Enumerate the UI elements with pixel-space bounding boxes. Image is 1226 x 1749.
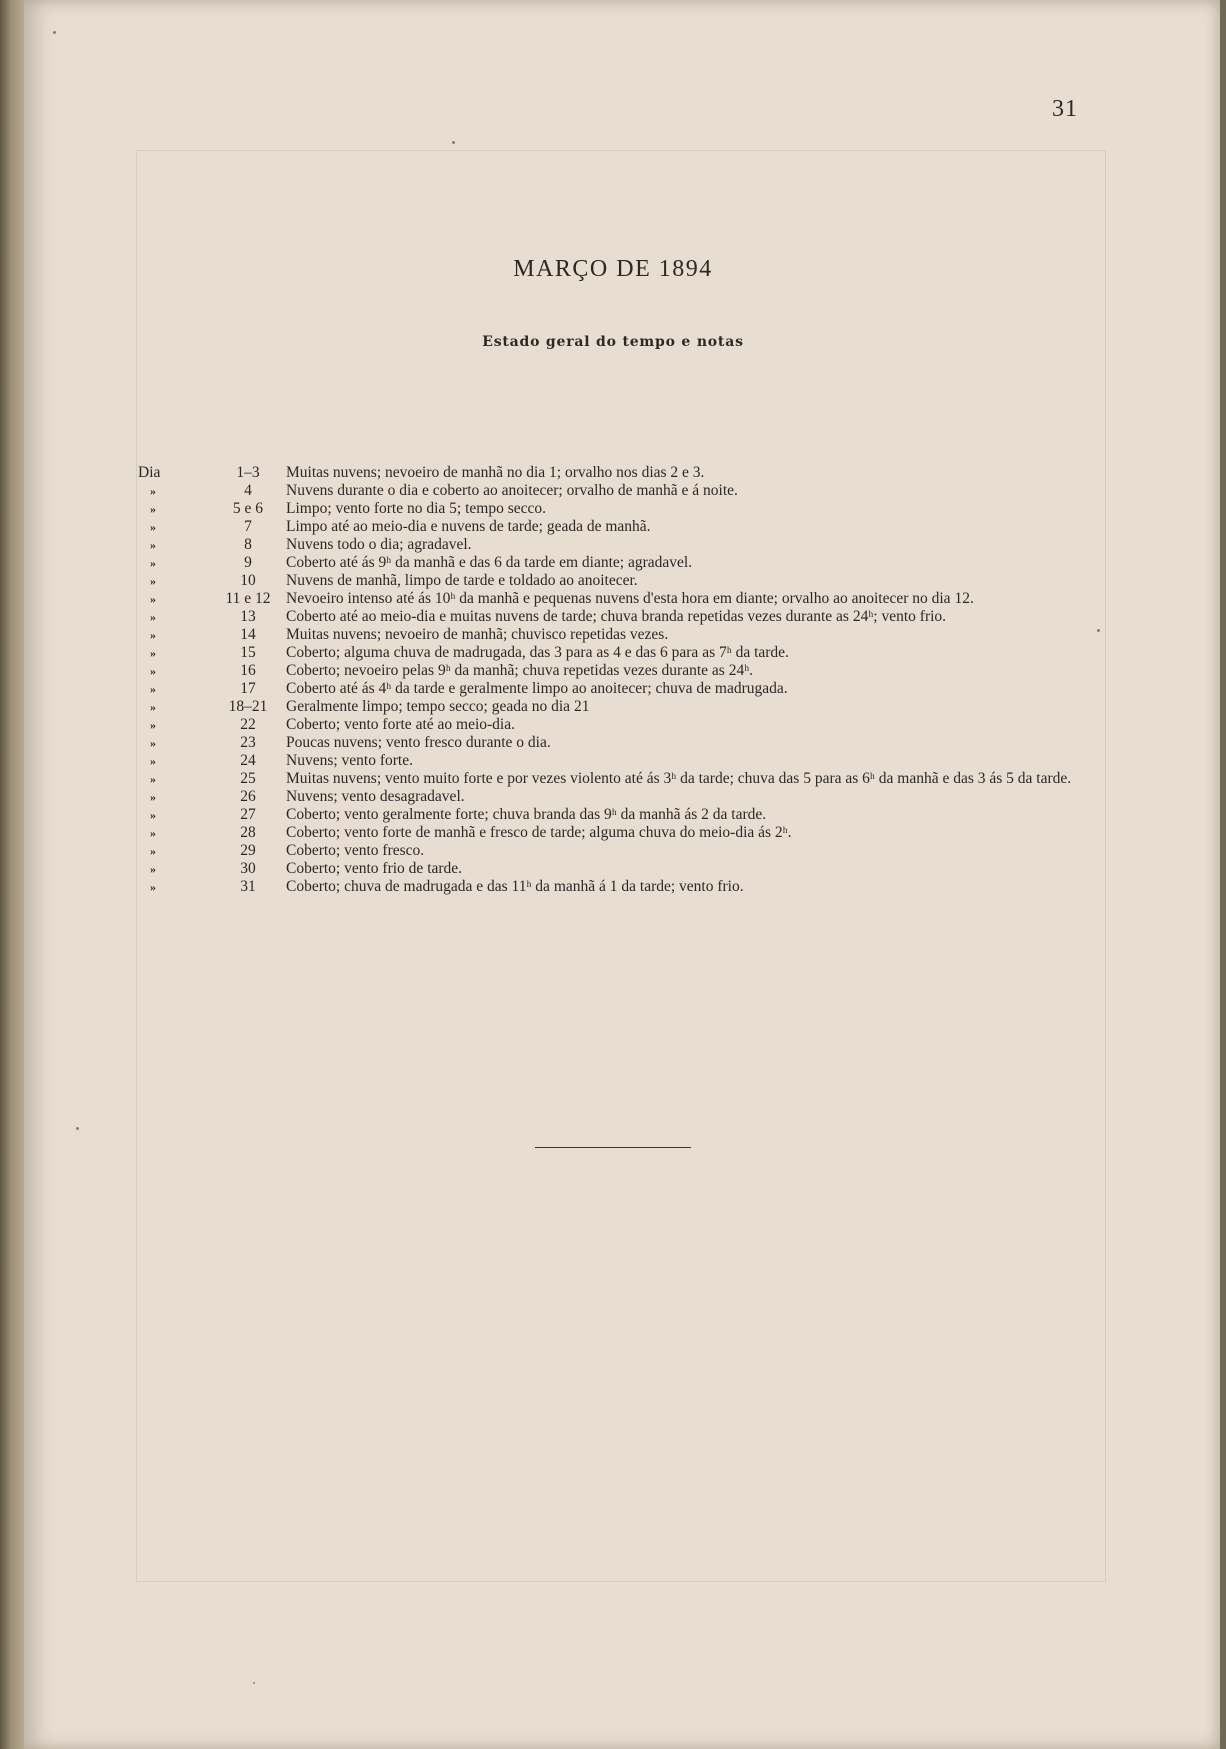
note-entry	[138, 770, 1088, 788]
entry-day: 28	[240, 824, 256, 841]
ditto-mark: »	[150, 610, 156, 624]
entry-day: 27	[240, 806, 256, 823]
paper-speck	[53, 31, 56, 34]
paper-speck	[1097, 629, 1100, 632]
entry-description: Muitas nuvens; nevoeiro de manhã; chuvisco repetidas vezes.	[286, 626, 669, 643]
entry-description: Nuvens; vento forte.	[286, 752, 413, 769]
note-entry	[138, 752, 1088, 770]
entry-day: 5 e 6	[232, 500, 264, 517]
entry-day: 26	[240, 788, 256, 805]
ditto-mark: »	[150, 628, 156, 642]
note-entry	[138, 878, 1088, 896]
note-entry	[138, 464, 1088, 482]
ditto-mark: »	[150, 718, 156, 732]
entry-description: Muitas nuvens; vento muito forte e por vezes violento até ás 3ʰ da tarde; chuva das 5 para as 6ʰ da manhã e das 3 ás 5 da tarde.	[286, 770, 1072, 787]
entry-description: Nuvens durante o dia e coberto ao anoitecer; orvalho de manhã e á noite.	[286, 482, 738, 499]
entry-description: Poucas nuvens; vento fresco durante o dia.	[286, 734, 551, 751]
note-entry	[138, 788, 1088, 806]
entry-day: 22	[240, 716, 256, 733]
entry-description: Coberto; vento geralmente forte; chuva branda das 9ʰ da manhã ás 2 da tarde.	[286, 806, 767, 823]
ditto-mark: »	[150, 772, 156, 786]
entry-description: Nevoeiro intenso até ás 10ʰ da manhã e pequenas nuvens d'esta hora em diante; orvalho ao anoitecer no dia 12.	[286, 590, 974, 607]
ditto-mark: »	[150, 538, 156, 552]
entry-description: Geralmente limpo; tempo secco; geada no dia 21	[286, 698, 590, 715]
entry-day: 14	[240, 626, 256, 643]
ditto-mark: »	[150, 556, 156, 570]
entry-description: Coberto até ao meio-dia e muitas nuvens de tarde; chuva branda repetidas vezes durante as 24ʰ; vento frio.	[286, 608, 947, 625]
entry-day: 18–21	[228, 698, 268, 715]
note-entry	[138, 716, 1088, 734]
entry-day: 7	[244, 518, 252, 535]
ditto-mark: »	[150, 862, 156, 876]
ditto-mark: »	[150, 502, 156, 516]
ditto-mark: »	[150, 736, 156, 750]
page-subtitle: Estado geral do tempo e notas	[482, 334, 744, 350]
ditto-mark: »	[150, 484, 156, 498]
ditto-mark: »	[150, 880, 156, 894]
entry-day: 30	[240, 860, 256, 877]
entry-description: Coberto até ás 4ʰ da tarde e geralmente limpo ao anoitecer; chuva de madrugada.	[286, 680, 788, 697]
ditto-mark: »	[150, 682, 156, 696]
entry-day: 13	[240, 608, 256, 625]
paper-speck	[253, 1682, 255, 1684]
entry-day: 31	[240, 878, 256, 895]
page-title: MARÇO DE 1894	[513, 256, 713, 282]
closing-rule	[535, 1147, 691, 1148]
ditto-mark: »	[150, 790, 156, 804]
note-entry	[138, 860, 1088, 878]
note-entry	[138, 536, 1088, 554]
page-number: 31	[1052, 96, 1078, 122]
entry-description: Limpo; vento forte no dia 5; tempo secco.	[286, 500, 546, 517]
note-entry	[138, 626, 1088, 644]
entry-description: Limpo até ao meio-dia e nuvens de tarde; geada de manhã.	[286, 518, 651, 535]
ditto-mark: »	[150, 700, 156, 714]
entry-day: 4	[244, 482, 252, 499]
weather-notes-list	[138, 464, 1088, 896]
entry-description: Coberto; chuva de madrugada e das 11ʰ da manhã á 1 da tarde; vento frio.	[286, 878, 744, 895]
entry-day: 29	[240, 842, 256, 859]
ditto-mark: »	[150, 574, 156, 588]
entry-description: Coberto; alguma chuva de madrugada, das 3 para as 4 e das 6 para as 7ʰ da tarde.	[286, 644, 789, 661]
note-entry	[138, 644, 1088, 662]
entry-description: Coberto até ás 9ʰ da manhã e das 6 da tarde em diante; agradavel.	[286, 554, 693, 571]
note-entry	[138, 554, 1088, 572]
entry-day: 11 e 12	[225, 590, 271, 607]
note-entry	[138, 608, 1088, 626]
entry-day: 15	[240, 644, 256, 661]
entry-day: 17	[240, 680, 256, 697]
entry-day: 8	[244, 536, 252, 553]
ditto-mark: »	[150, 520, 156, 534]
ditto-mark: »	[150, 592, 156, 606]
entry-description: Nuvens de manhã, limpo de tarde e toldado ao anoitecer.	[286, 572, 638, 589]
entry-day: 16	[240, 662, 256, 679]
day-label: Dia	[138, 464, 161, 481]
paper-speck	[452, 141, 455, 144]
note-entry	[138, 500, 1088, 518]
entry-description: Coberto; vento frio de tarde.	[286, 860, 463, 877]
note-entry	[138, 824, 1088, 842]
paper-speck	[76, 1127, 79, 1130]
note-entry	[138, 680, 1088, 698]
ditto-mark: »	[150, 646, 156, 660]
note-entry	[138, 662, 1088, 680]
entry-description: Nuvens; vento desagradavel.	[286, 788, 465, 805]
entry-description: Coberto; vento fresco.	[286, 842, 425, 859]
entry-description: Coberto; vento forte até ao meio-dia.	[286, 716, 515, 733]
note-entry	[138, 518, 1088, 536]
entry-day: 24	[240, 752, 256, 769]
entry-day: 23	[240, 734, 256, 751]
ditto-mark: »	[150, 826, 156, 840]
ditto-mark: »	[150, 664, 156, 678]
note-entry	[138, 590, 1088, 608]
entry-description: Nuvens todo o dia; agradavel.	[286, 536, 472, 553]
note-entry	[138, 482, 1088, 500]
entry-day: 9	[244, 554, 252, 571]
note-entry	[138, 572, 1088, 590]
entry-description: Muitas nuvens; nevoeiro de manhã no dia 1; orvalho nos dias 2 e 3.	[286, 464, 705, 481]
entry-day: 1–3	[236, 464, 260, 481]
ditto-mark: »	[150, 808, 156, 822]
entry-description: Coberto; vento forte de manhã e fresco de tarde; alguma chuva do meio-dia ás 2ʰ.	[286, 824, 792, 841]
ditto-mark: »	[150, 844, 156, 858]
entry-day: 10	[240, 572, 256, 589]
note-entry	[138, 842, 1088, 860]
ditto-mark: »	[150, 754, 156, 768]
entry-description: Coberto; nevoeiro pelas 9ʰ da manhã; chuva repetidas vezes durante as 24ʰ.	[286, 662, 754, 679]
note-entry	[138, 698, 1088, 716]
note-entry	[138, 734, 1088, 752]
entry-day: 25	[240, 770, 256, 787]
note-entry	[138, 806, 1088, 824]
